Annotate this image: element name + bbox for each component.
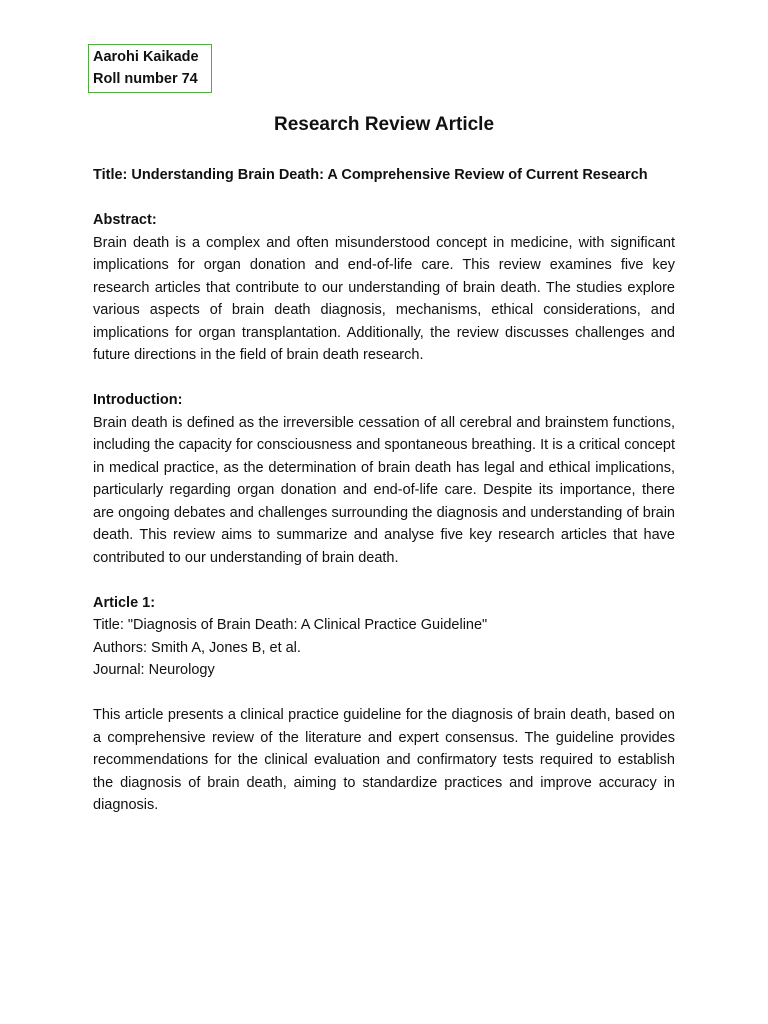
abstract-body: Brain death is a complex and often misunderstood concept in medicine, with significant implications for organ donation and end-of-life care. This review examines five key research articles that contribute to our understanding of brain death. The studies explore various aspects of brain death diagnosis, mechanisms, ethical considerations, and implications for organ transplantation. Additionally, the review discusses challenges and future directions in the field of brain death research.	[93, 234, 675, 363]
document-title: Research Review Article	[273, 114, 495, 135]
article1-journal: Journal: Neurology	[93, 662, 215, 678]
article1-authors: Authors: Smith A, Jones B, et al.	[93, 639, 301, 656]
paper-title: Title: Understanding Brain Death: A Comprehensive Review of Current Research	[93, 167, 648, 183]
roll-number: Roll number 74	[93, 71, 198, 87]
article1-heading: Article 1:	[93, 594, 156, 611]
student-name: Aarohi Kaikade	[93, 49, 199, 65]
introduction-heading: Introduction:	[93, 392, 183, 408]
document-body	[93, 164, 675, 817]
abstract-heading: Abstract:	[93, 212, 157, 228]
introduction-body: Brain death is defined as the irreversible cessation of all cerebral and brainstem functions, including the capacity for consciousness and spontaneous breathing. It is a critical concept in medical practice, as the determination of brain death has legal and ethical implications, particularly regarding organ donation and end-of-life care. Despite its importance, there are ongoing debates and challenges surrounding the diagnosis and understanding of brain death. This review aims to summarize and analyse five key research articles that have contributed to our understanding of brain death.	[93, 414, 675, 566]
article1-summary: This article presents a clinical practice guideline for the diagnosis of brain death, based on a comprehensive review of the literature and expert consensus. The guideline provides recommendations for the clinical evaluation and confirmatory tests required to establish the diagnosis of brain death, aiming to standardize practices and improve accuracy in diagnosis.	[93, 707, 675, 813]
student-info-box	[88, 44, 212, 93]
article1-title: Title: "Diagnosis of Brain Death: A Clinical Practice Guideline"	[93, 617, 488, 633]
